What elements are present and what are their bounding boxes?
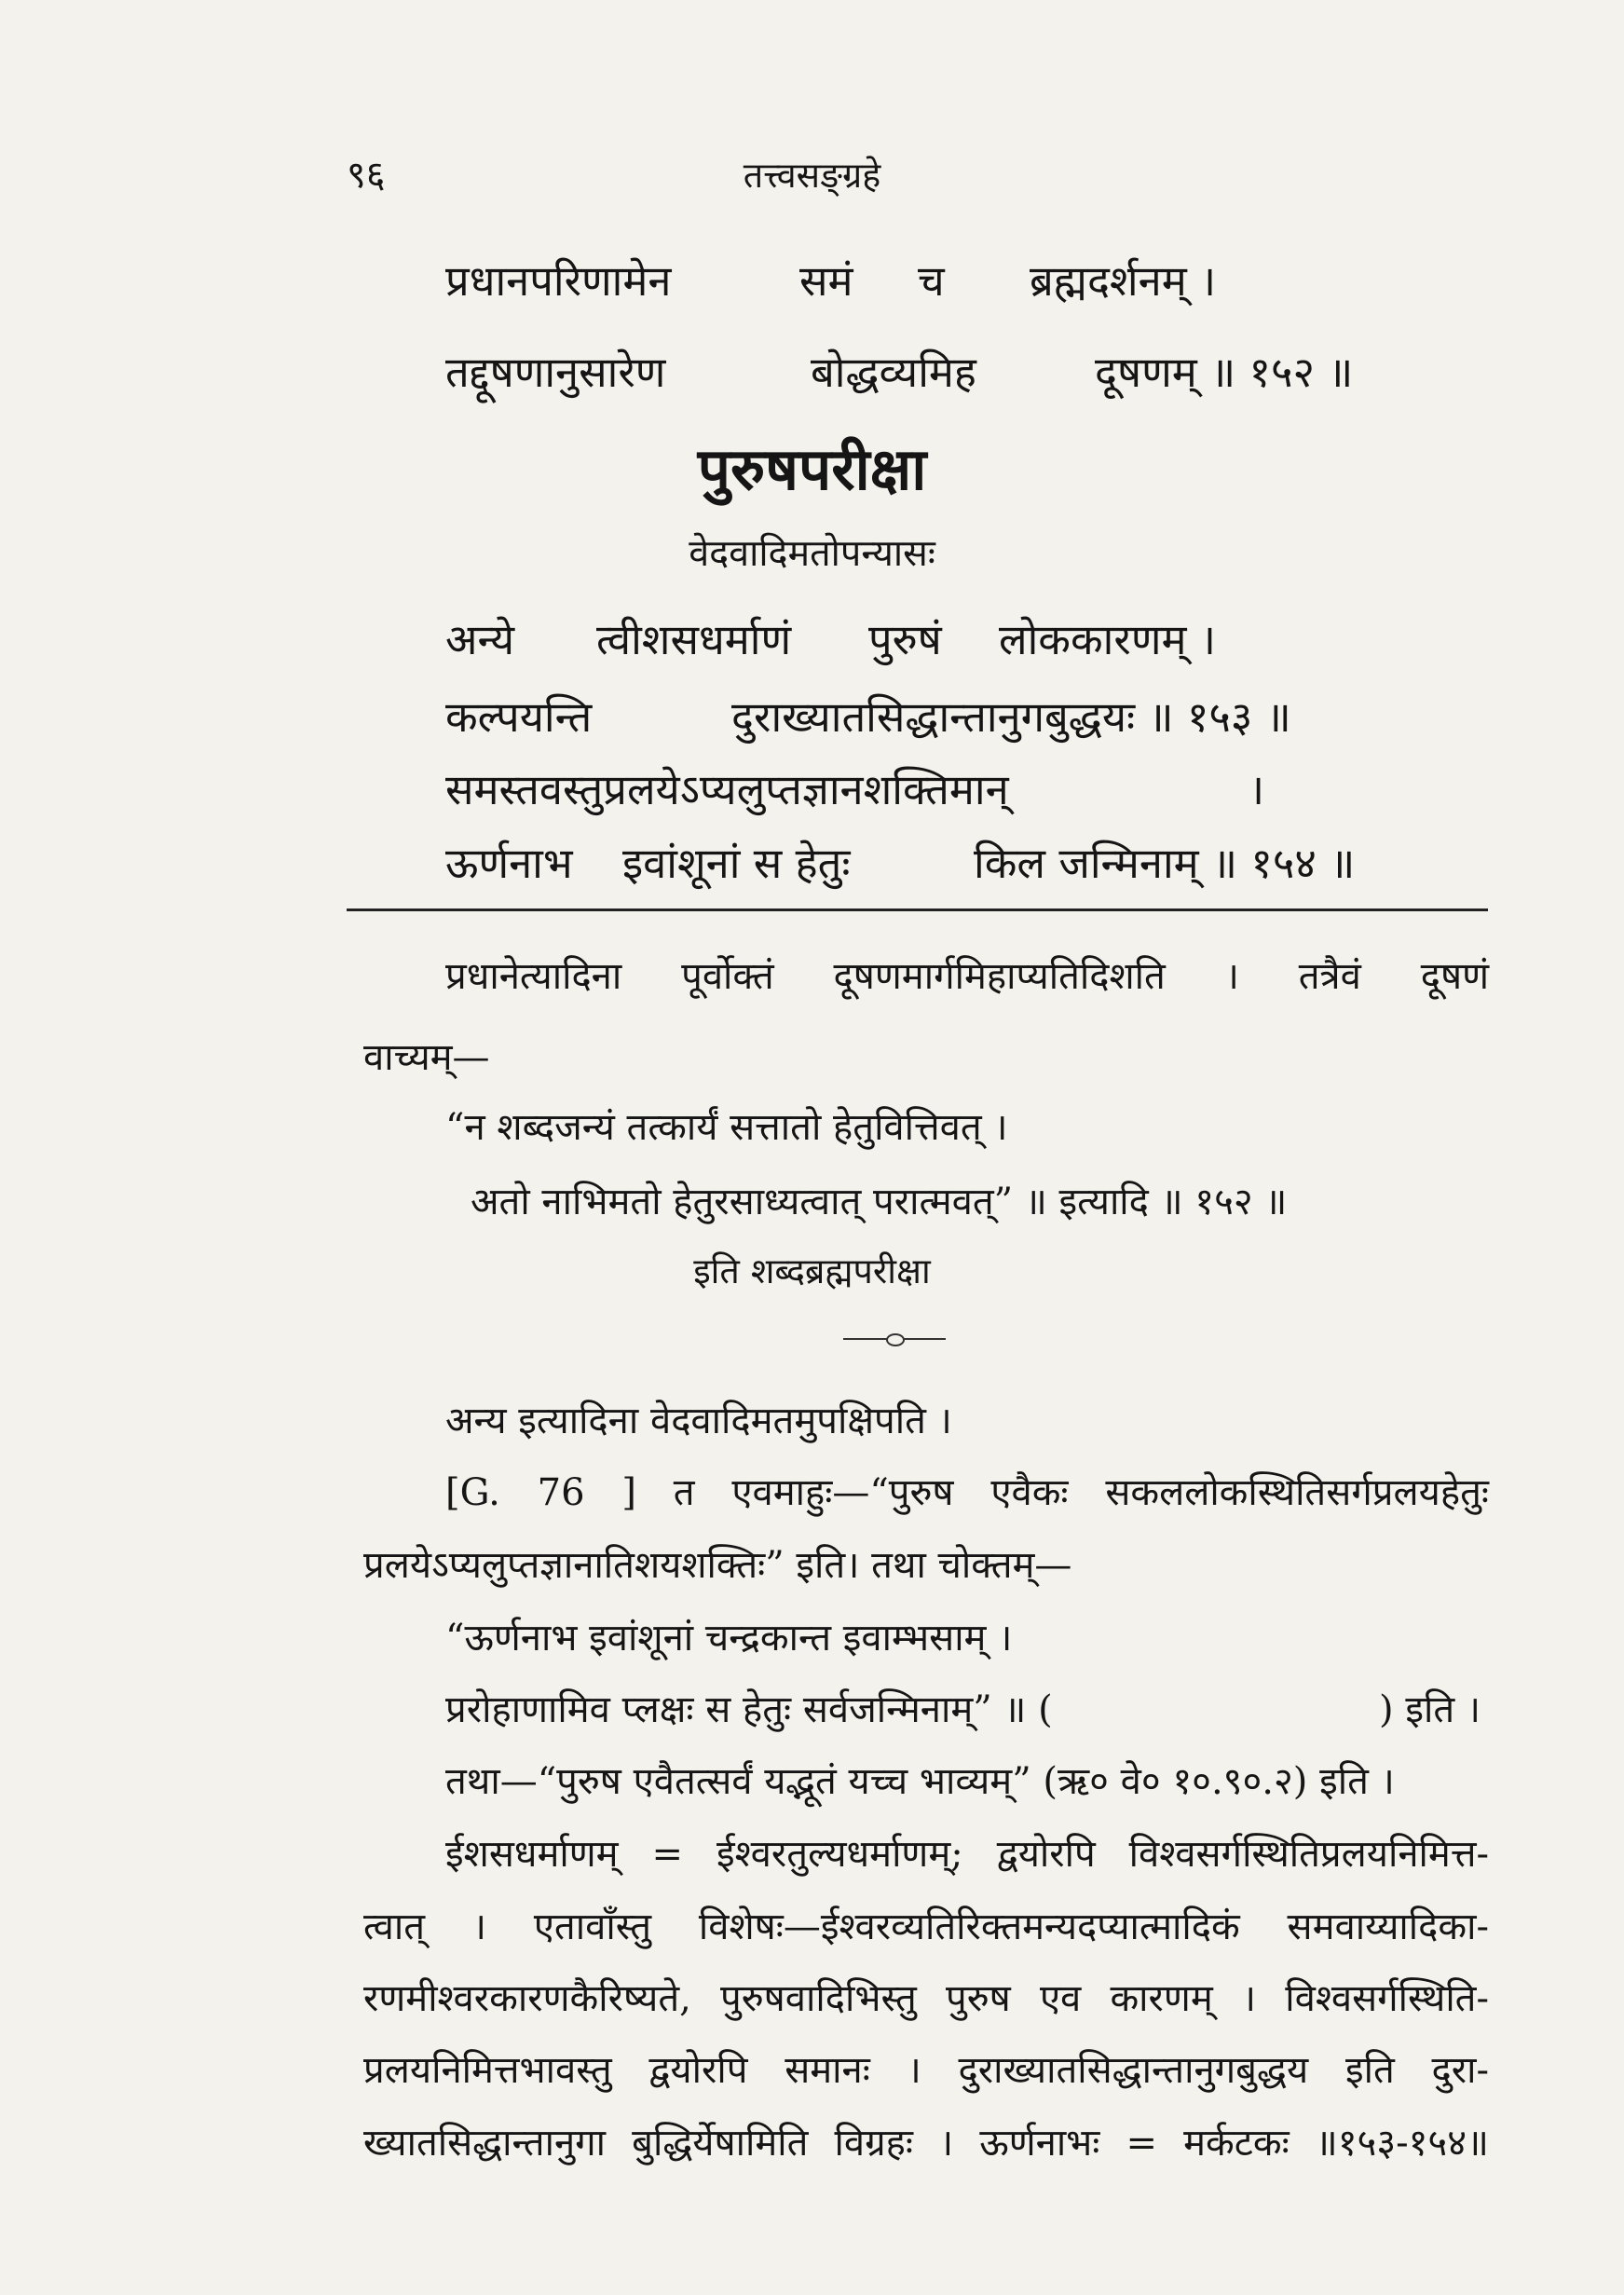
verse-word: दुराख्यातसिद्धान्तानुगबुद्धयः ॥ १५३ ॥ bbox=[731, 692, 1291, 742]
commentary-line: [G. 76 ] त एवमाहुः—“पुरुष एवैकः सकललोकस्थितिसर्गप्रलयहेतुः bbox=[445, 1471, 1489, 1514]
verse-word: तद्दूषणानुसारेण bbox=[445, 348, 666, 397]
commentary-line: ख्यातसिद्धान्तानुगा बुद्धिर्येषामिति विग्रहः । ऊर्णनाभः = मर्कटकः ॥१५३-१५४॥ bbox=[363, 2122, 1489, 2165]
verse-152-line-2 bbox=[0, 343, 1624, 399]
commentary-line: वाच्यम्— bbox=[363, 1036, 490, 1079]
colophon: इति शब्दब्रह्मपरीक्षा bbox=[693, 1250, 931, 1291]
section-heading: पुरुषपरीक्षा bbox=[697, 435, 927, 503]
quote-line: “न शब्दजन्यं तत्कार्यं सत्तातो हेतुवित्तिवत् । bbox=[445, 1106, 1008, 1149]
verse-word: अन्ये bbox=[445, 615, 515, 664]
verse-word: । bbox=[1249, 765, 1265, 814]
quote-line: अतो नाभिमतो हेतुरसाध्यत्वात् परात्मवत्” ॥ इत्यादि ॥ १५२ ॥ bbox=[471, 1181, 1288, 1223]
commentary-line: प्रधानेत्यादिना पूर्वोक्तं दूषणमार्गमिहाप्यतिदिशति । तत्रैवं दूषणं bbox=[445, 955, 1489, 998]
quote-line-end: ) इति । bbox=[1379, 1688, 1481, 1731]
verse-word: प्रधानपरिणामेन bbox=[445, 256, 672, 306]
ornamental-divider bbox=[843, 1338, 946, 1340]
quote-line: प्ररोहाणामिव प्लक्षः स हेतुः सर्वजन्मिनाम्” ॥ ( bbox=[445, 1688, 1053, 1731]
running-title: तत्त्वसङ्ग्रहे bbox=[743, 155, 881, 196]
verse-word: दूषणम् ॥ १५२ ॥ bbox=[1095, 348, 1354, 397]
verse-152-line-1 bbox=[0, 252, 1624, 307]
page-number: ९६ bbox=[347, 154, 386, 197]
commentary-line: प्रलयनिमित्तभावस्तु द्वयोरपि समानः । दुराख्यातसिद्धान्तानुगबुद्धय इति दुरा- bbox=[363, 2049, 1489, 2092]
commentary-line: ईशसधर्माणम् = ईश्वरतुल्यधर्माणम्; द्वयोरपि विश्वसर्गस्थितिप्रलयनिमित्त- bbox=[445, 1833, 1489, 1876]
verse-word: च bbox=[918, 256, 945, 306]
verse-word: समं bbox=[799, 256, 853, 306]
verse-word: पुरुषं bbox=[868, 615, 942, 664]
commentary-line: प्रलयेऽप्यलुप्तज्ञानातिशयशक्तिः” इति। तथा चोक्तम्— bbox=[363, 1544, 1072, 1587]
verse-word: कल्पयन्ति bbox=[445, 692, 593, 742]
separator-rule bbox=[347, 908, 1488, 911]
commentary-line: त्वात् । एतावाँस्तु विशेषः—ईश्वरव्यतिरिक्तमन्यदप्यात्मादिकं समवाय्यादिका- bbox=[363, 1906, 1489, 1948]
commentary-line: रणमीश्वरकारणकैरिष्यते, पुरुषवादिभिस्तु पुरुष एव कारणम् । विश्वसर्गस्थिति- bbox=[363, 1977, 1489, 2020]
commentary-line: तथा—“पुरुष एवैतत्सर्वं यद्भूतं यच्च भाव्यम्” (ऋ० वे० १०.९०.२) इति । bbox=[445, 1760, 1395, 1803]
divider-ornament bbox=[886, 1333, 905, 1346]
verse-153-line-1 bbox=[0, 610, 1624, 666]
commentary-line: अन्य इत्यादिना वेदवादिमतमुपक्षिपति । bbox=[445, 1400, 952, 1442]
verse-word: समस्तवस्तुप्रलयेऽप्यलुप्तज्ञानशक्तिमान् bbox=[445, 765, 1009, 814]
verse-word: ब्रह्मदर्शनम् । bbox=[1030, 256, 1217, 306]
verse-word: किल जन्मिनाम् ॥ १५४ ॥ bbox=[974, 839, 1356, 888]
verse-word: इवांशूनां स हेतुः bbox=[622, 839, 851, 888]
verse-153-line-2 bbox=[0, 688, 1624, 744]
verse-word: लोककारणम् । bbox=[999, 615, 1216, 664]
verse-154-line-1 bbox=[0, 760, 1624, 816]
verse-word: ऊर्णनाभ bbox=[445, 839, 573, 888]
verse-154-line-2 bbox=[0, 834, 1624, 890]
verse-word: त्वीशसधर्माणं bbox=[596, 615, 792, 664]
verse-word: बोद्धव्यमिह bbox=[811, 348, 976, 397]
quote-line: “ऊर्णनाभ इवांशूनां चन्द्रकान्त इवाम्भसाम् । bbox=[445, 1617, 1013, 1660]
section-subheading: वेदवादिमतोपन्यासः bbox=[689, 532, 935, 575]
